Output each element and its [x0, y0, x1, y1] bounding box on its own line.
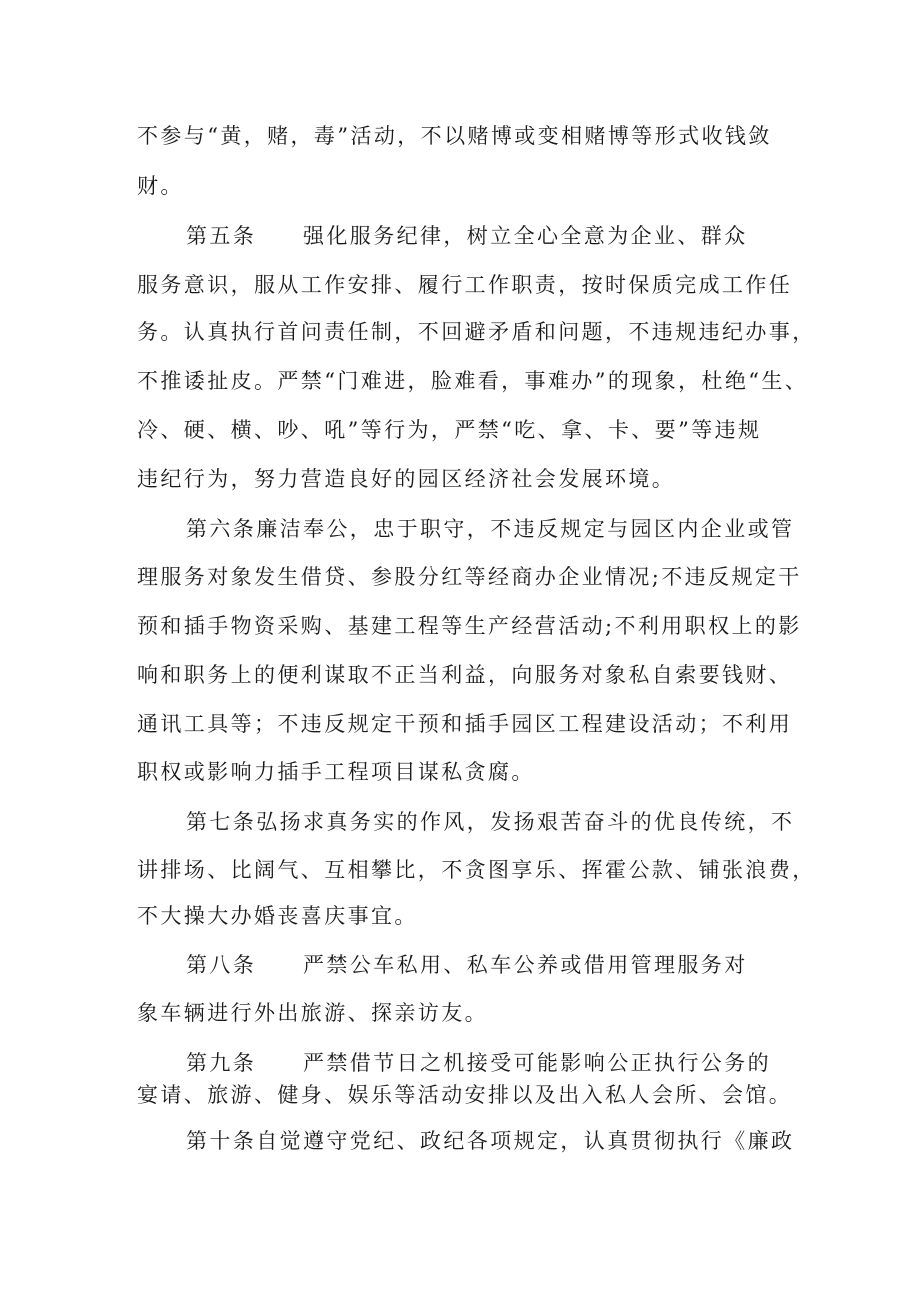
- article-6-heading-line: 第六条廉洁奉公，忠于职守，不违反规定与园区内企业或管: [186, 517, 795, 541]
- text-line: 预和插手物资采购、基建工程等生产经营活动;不利用职权上的影: [137, 614, 802, 638]
- text-line: 违纪行为，努力营造良好的园区经济社会发展环境。: [137, 467, 676, 491]
- text-line: 讲排场、比阔气、互相攀比，不贪图享乐、挥霍公款、铺张浪费，: [137, 858, 816, 882]
- text-line: 理服务对象发生借贷、参股分红等经商办企业情况;不违反规定干: [137, 565, 802, 589]
- text-line: 职权或影响力插手工程项目谋私贪腐。: [137, 760, 535, 784]
- text-line: 务。认真执行首问责任制，不回避矛盾和问题，不违规违纪办事，: [137, 320, 816, 344]
- text-line: 冷、硬、横、吵、吼”等行为，严禁“吃、拿、卡、要”等违规: [137, 418, 762, 442]
- text-line: 不大操大办婚丧喜庆事宜。: [137, 904, 418, 928]
- article-5-heading-line: 第五条 强化服务纪律，树立全心全意为企业、群众: [186, 224, 748, 248]
- text-line: 响和职务上的便利谋取不正当利益，向服务对象私自索要钱财、: [137, 663, 793, 687]
- article-8-heading-line: 第八条 严禁公车私用、私车公养或借用管理服务对: [186, 953, 748, 977]
- text-line: 不推诿扯皮。严禁“门难进，脸难看，事难办”的现象，杜绝“生、: [137, 369, 809, 393]
- article-10-heading-line: 第十条自觉遵守党纪、政纪各项规定，认真贯彻执行《廉政: [186, 1129, 795, 1153]
- text-line: 通讯工具等；不违反规定干预和插手园区工程建设活动；不利用: [137, 712, 793, 736]
- text-line: 不参与“黄，赌，毒”活动，不以赌博或变相赌博等形式收钱敛: [137, 124, 772, 148]
- text-line: 宴请、旅游、健身、娱乐等活动安排以及出入私人会所、会馆。: [137, 1083, 793, 1107]
- text-line: 服务意识，服从工作安排、履行工作职责，按时保质完成工作任: [137, 273, 793, 297]
- article-7-heading-line: 第七条弘扬求真务实的作风，发扬艰苦奋斗的优良传统，不: [186, 810, 795, 834]
- text-line: 象车辆进行外出旅游、探亲访友。: [137, 1001, 488, 1025]
- article-9-heading-line: 第九条 严禁借节日之机接受可能影响公正执行公务的: [186, 1051, 771, 1075]
- text-line: 财。: [137, 174, 184, 198]
